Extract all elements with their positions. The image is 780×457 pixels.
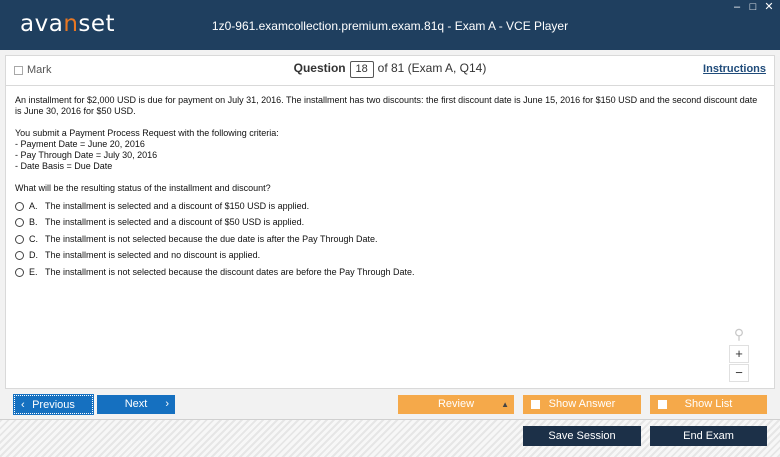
question-number-input[interactable]: 18 [350,61,374,78]
option-text: The installment is selected and no discount is applied. [45,250,261,261]
next-button[interactable] [97,395,175,414]
end-exam-button[interactable]: End Exam [650,426,767,446]
radio-button[interactable] [15,202,24,211]
review-label: Review [437,398,475,410]
answer-option-e[interactable] [15,264,765,281]
question-panel [5,55,775,389]
question-navigator [6,61,774,78]
magnifier-icon: ⚲ [733,326,745,342]
close-icon[interactable]: ✕ [764,1,774,13]
criteria-intro: You submit a Payment Process Request with the following criteria: [15,128,279,138]
window-controls [732,2,774,13]
show-answer-button[interactable] [523,395,641,414]
option-text: The installment is not selected because the discount dates are before the Pay Through Date. [45,266,415,277]
zoom-in-button[interactable]: + [729,345,749,363]
title-bar [0,0,780,50]
criteria-block [15,128,765,172]
previous-button[interactable] [14,395,93,414]
show-list-button[interactable] [650,395,767,414]
chevron-left-icon: ‹ [21,399,25,411]
criteria-item: - Payment Date = June 20, 2016 [15,139,145,149]
zoom-controls [729,326,749,382]
next-label: Next [124,398,148,410]
maximize-icon[interactable]: □ [749,1,757,13]
option-text: The installment is selected and a discount of $50 USD is applied. [45,217,305,228]
show-answer-label: Show Answer [548,398,616,410]
radio-button[interactable] [15,268,24,277]
arrow-up-icon: ▲ [501,400,509,409]
question-paragraph: An installment for $2,000 USD is due for payment on July 31, 2016. The installment has two discounts: the first discount date is June 15, 2016 for $150 USD and the second discount date is June 30, 2016 for $50 USD. [15,95,758,116]
option-letter: B. [29,217,38,228]
answer-option-d[interactable] [15,248,765,265]
minimize-icon[interactable]: – [733,1,741,13]
criteria-item: - Pay Through Date = July 30, 2016 [15,150,158,160]
zoom-out-button[interactable]: − [729,364,749,382]
radio-button[interactable] [15,218,24,227]
option-text: The installment is not selected because the due date is after the Pay Through Date. [45,233,378,244]
show-list-label: Show List [684,398,733,410]
radio-button[interactable] [15,235,24,244]
mark-label: Mark [27,64,52,76]
divider [6,85,774,86]
radio-button[interactable] [15,251,24,260]
checkbox-icon[interactable] [658,400,667,409]
instructions-link[interactable]: Instructions [703,63,766,75]
question-body [15,95,765,281]
checkbox-icon[interactable] [531,400,540,409]
option-letter: C. [29,233,38,244]
review-button[interactable] [398,395,514,414]
option-letter: E. [29,266,38,277]
option-letter: A. [29,200,38,211]
question-prompt: What will be the resulting status of the installment and discount? [15,183,271,193]
criteria-item: - Date Basis = Due Date [15,161,113,171]
answer-option-a[interactable] [15,198,765,215]
answer-option-b[interactable] [15,215,765,232]
option-text: The installment is selected and a discount of $150 USD is applied. [45,200,310,211]
question-label: Question [293,61,346,75]
chevron-right-icon: › [165,398,169,410]
logo: avanset [20,11,116,37]
answer-option-c[interactable] [15,231,765,248]
option-letter: D. [29,250,38,261]
previous-label: Previous [32,399,75,411]
save-session-button[interactable]: Save Session [523,426,641,446]
question-of-label: of 81 (Exam A, Q14) [377,61,487,75]
window-title: 1z0-961.examcollection.premium.exam.81q - Exam A - VCE Player [211,19,569,33]
